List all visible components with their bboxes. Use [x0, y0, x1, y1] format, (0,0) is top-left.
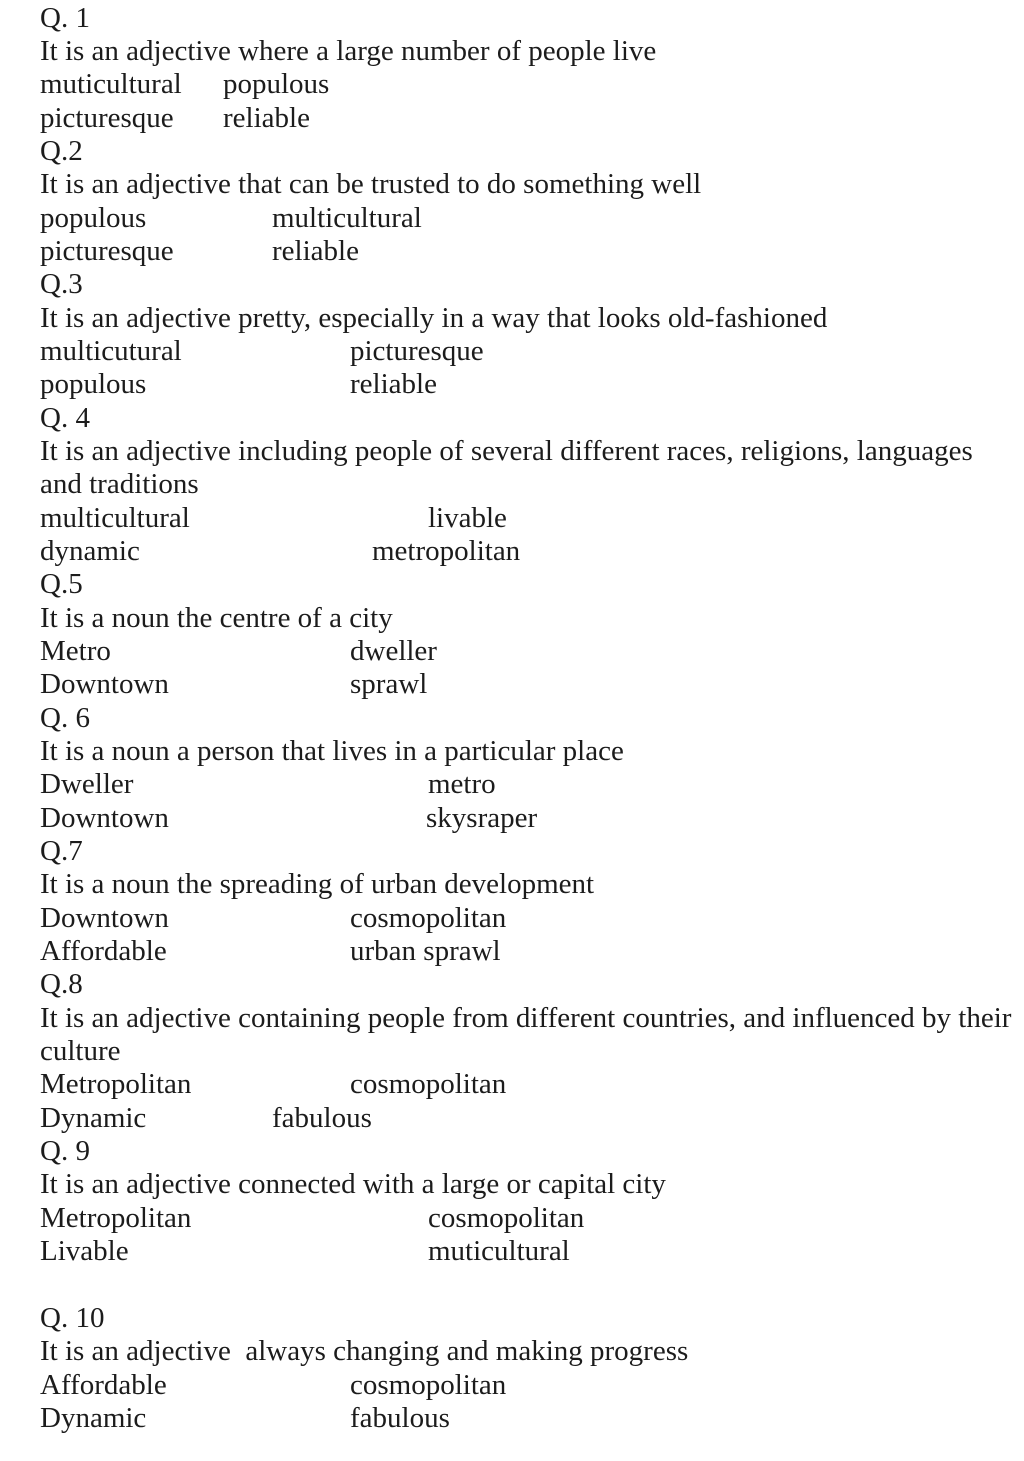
- option-row: [40, 1235, 1000, 1268]
- option: populous: [40, 368, 147, 400]
- option-row: [40, 202, 1000, 235]
- option: multicultural: [40, 502, 190, 534]
- option: Metro: [40, 635, 111, 667]
- option-row: [40, 635, 1000, 668]
- question-prompt: It is an adjective that can be trusted to do something well: [40, 168, 702, 200]
- option: cosmopolitan: [350, 902, 507, 934]
- option-row: [40, 102, 1000, 135]
- question-prompt: It is a noun a person that lives in a particular place: [40, 735, 624, 767]
- option: Downtown: [40, 902, 169, 934]
- option: multicultural: [272, 202, 422, 234]
- question-label: Q. 6: [40, 702, 90, 734]
- option: cosmopolitan: [350, 1369, 507, 1401]
- option: metropolitan: [372, 535, 521, 567]
- option: cosmopolitan: [350, 1068, 507, 1100]
- question-prompt: It is a noun the spreading of urban development: [40, 868, 595, 900]
- option-row: [40, 1202, 1000, 1235]
- option-row: [40, 1068, 1000, 1101]
- option: Metropolitan: [40, 1068, 192, 1100]
- option: dweller: [350, 635, 437, 667]
- option: Affordable: [40, 1369, 167, 1401]
- question-prompt: It is an adjective always changing and making progress: [40, 1335, 689, 1367]
- option: cosmopolitan: [428, 1202, 585, 1234]
- question-label: Q.7: [40, 835, 83, 867]
- option: Downtown: [40, 802, 169, 834]
- option: dynamic: [40, 535, 140, 567]
- question-prompt: It is a noun the centre of a city: [40, 602, 393, 634]
- option-row: [40, 802, 1000, 835]
- option-row: [40, 502, 1000, 535]
- option: Dynamic: [40, 1402, 147, 1434]
- question-prompt: It is an adjective including people of several different races, religions, languages and traditions: [40, 435, 973, 500]
- option-row: [40, 768, 1000, 801]
- option: picturesque: [350, 335, 484, 367]
- option: Metropolitan: [40, 1202, 192, 1234]
- option: populous: [40, 202, 147, 234]
- option-row: [40, 902, 1000, 935]
- option: livable: [428, 502, 507, 534]
- option: reliable: [223, 102, 310, 134]
- option-row: [40, 368, 1000, 401]
- option: reliable: [350, 368, 437, 400]
- option-row: [40, 335, 1000, 368]
- question-label: Q.5: [40, 568, 83, 600]
- option: Dynamic: [40, 1102, 147, 1134]
- question-label: Q.3: [40, 268, 83, 300]
- option-row: [40, 68, 1000, 101]
- option-row: [40, 1402, 1000, 1435]
- option: multicutural: [40, 335, 182, 367]
- option: fabulous: [350, 1402, 450, 1434]
- option: muticultural: [40, 68, 182, 100]
- option: Affordable: [40, 935, 167, 967]
- option-row: [40, 1102, 1000, 1135]
- question-prompt: It is an adjective containing people from different countries, and influenced by their culture: [40, 1002, 1012, 1067]
- option: Dweller: [40, 768, 134, 800]
- option: fabulous: [272, 1102, 372, 1134]
- question-prompt: It is an adjective pretty, especially in a way that looks old-fashioned: [40, 302, 828, 334]
- option: urban sprawl: [350, 935, 501, 967]
- question-label: Q. 1: [40, 2, 90, 34]
- option: metro: [428, 768, 496, 800]
- option-row: [40, 1369, 1000, 1402]
- option-row: [40, 935, 1000, 968]
- question-prompt: It is an adjective connected with a large or capital city: [40, 1168, 666, 1200]
- option: Livable: [40, 1235, 129, 1267]
- question-label: Q. 4: [40, 402, 90, 434]
- option: muticultural: [428, 1235, 570, 1267]
- option: Downtown: [40, 668, 169, 700]
- option: reliable: [272, 235, 359, 267]
- question-label: Q. 9: [40, 1135, 90, 1167]
- option: populous: [223, 68, 330, 100]
- option: sprawl: [350, 668, 428, 700]
- option: skysraper: [426, 802, 538, 834]
- option-row: [40, 235, 1000, 268]
- option: picturesque: [40, 235, 174, 267]
- question-label: Q.8: [40, 968, 83, 1000]
- question-label: Q.2: [40, 135, 83, 167]
- option: picturesque: [40, 102, 174, 134]
- option-row: [40, 535, 1000, 568]
- question-label: Q. 10: [40, 1302, 105, 1334]
- option-row: [40, 668, 1000, 701]
- question-prompt: It is an adjective where a large number of people live: [40, 35, 657, 67]
